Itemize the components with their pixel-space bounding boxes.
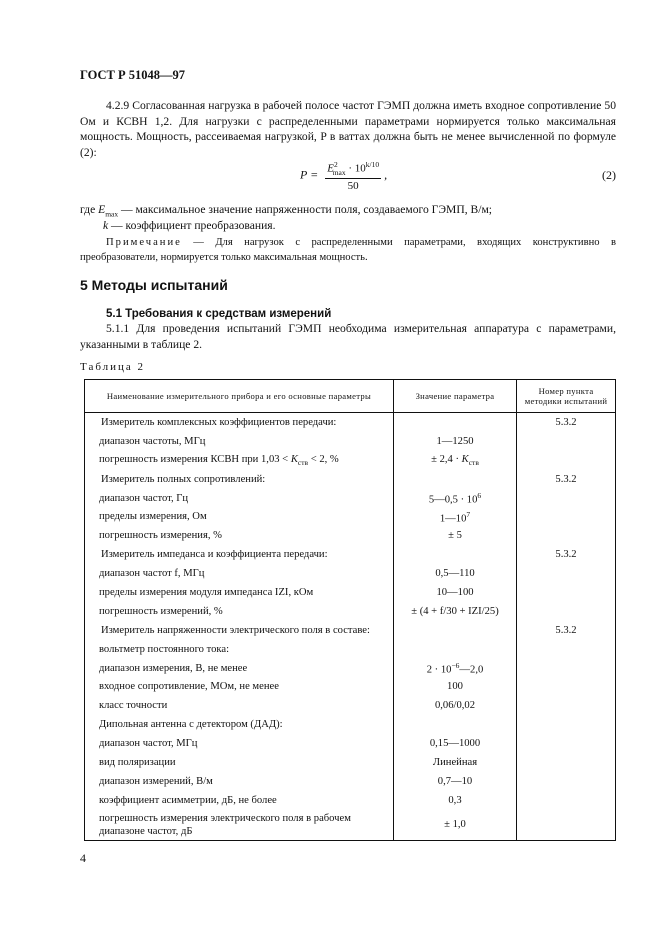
cell-value: 0,3: [394, 791, 517, 810]
cell-name: пределы измерения, Ом: [85, 507, 394, 526]
where-var-e: E: [98, 203, 106, 216]
table-row: [85, 526, 616, 545]
table-row: [85, 602, 616, 621]
cell-ref: [517, 696, 616, 715]
table-row: [85, 734, 616, 753]
cell-ref: 5.3.2: [517, 413, 616, 432]
cell-value: 0,15—1000: [394, 734, 517, 753]
table-row: [85, 507, 616, 526]
formula-denominator: 50: [347, 179, 359, 192]
cell-ref: [517, 489, 616, 508]
cell-name: диапазон измерений, В/м: [85, 772, 394, 791]
cell-name: коэффициент асимметрии, дБ, не более: [85, 791, 394, 810]
header-instrument: Наименование измерительного прибора и его основные параметры: [85, 380, 394, 413]
cell-ref: [517, 432, 616, 451]
header-method-ref: Номер пункта методики испытаний: [517, 380, 616, 413]
cell-value: ± 5: [394, 526, 517, 545]
cell-value: [394, 640, 517, 659]
cell-ref: [517, 734, 616, 753]
cell-name: Измеритель полных сопротивлений:: [85, 470, 394, 489]
page-number: 4: [80, 851, 86, 865]
where-sub-max: max: [105, 209, 119, 219]
cell-ref: [517, 753, 616, 772]
cell-ref: [517, 659, 616, 678]
cell-value: 10—100: [394, 583, 517, 602]
cell-ref: [517, 583, 616, 602]
formula-ten: · 10: [345, 162, 366, 175]
cell-ref: 5.3.2: [517, 545, 616, 564]
formula-var-e: E: [327, 162, 334, 175]
equation-number: (2): [602, 168, 616, 182]
table-row: [85, 677, 616, 696]
cell-value: ± 1,0: [394, 810, 517, 841]
cell-name: Измеритель комплексных коэффициентов передачи:: [85, 413, 394, 432]
table-row: [85, 470, 616, 489]
formula-numerator: [325, 160, 381, 179]
table-row: [85, 545, 616, 564]
cell-ref: [517, 640, 616, 659]
cell-name: диапазон частот f, МГц: [85, 564, 394, 583]
cell-name: погрешность измерения, %: [85, 526, 394, 545]
table-2: [84, 379, 616, 841]
cell-value: ± $2,4 \cdot K_{ств}$: [394, 451, 517, 470]
table-row: [85, 791, 616, 810]
cell-ref: [517, 602, 616, 621]
where-text-2: — коэффициент преобразования.: [108, 219, 276, 232]
cell-value: $1—10^7$: [394, 507, 517, 526]
subsection-title: 5.1 Требования к средствам измерений: [106, 308, 332, 320]
cell-ref: [517, 507, 616, 526]
formula-2: [300, 160, 387, 192]
table-row: [85, 772, 616, 791]
cell-name: диапазон частоты, МГц: [85, 432, 394, 451]
cell-value: [394, 621, 517, 640]
table-row: [85, 715, 616, 734]
where-var-k: k: [103, 219, 109, 232]
cell-name: класс точности: [85, 696, 394, 715]
table-row: [85, 564, 616, 583]
where-prefix: где: [80, 203, 99, 216]
note-label: Примечание: [106, 237, 182, 248]
note-text: — Для нагрузок с распределенными параметрами, входящих конструктивно в преобразователи, нормируется только максимальная мощность.: [80, 237, 616, 263]
cell-name: диапазон измерения, В, не менее: [85, 659, 394, 678]
cell-name: входное сопротивление, МОм, не менее: [85, 677, 394, 696]
cell-name: вольтметр постоянного тока:: [85, 640, 394, 659]
table-row: [85, 489, 616, 508]
formula-tail: ,: [384, 167, 388, 182]
table-row: [85, 451, 616, 470]
cell-ref: [517, 772, 616, 791]
paragraph-5-1-1: 5.1.1 Для проведения испытаний ГЭМП необходима измерительная аппаратура с параметрами, указанными в таблице 2.: [80, 322, 616, 351]
cell-ref: [517, 451, 616, 470]
document-header: ГОСТ Р 51048—97: [80, 68, 186, 82]
cell-name: погрешность измерения электрического поля в рабочем диапазоне частот, дБ: [85, 810, 394, 841]
cell-value: [394, 470, 517, 489]
table-row: [85, 659, 616, 678]
formula-fraction: [325, 160, 381, 192]
note: [80, 235, 616, 265]
cell-ref: [517, 526, 616, 545]
cell-value: $2 \cdot 10^{-6}—2,0$: [394, 659, 517, 678]
cell-ref: [517, 810, 616, 841]
cell-ref: [517, 677, 616, 696]
table-row: [85, 413, 616, 432]
table-caption: Таблица 2: [80, 361, 146, 373]
header-value: Значение параметра: [394, 380, 517, 413]
cell-name: Измеритель импеданса и коэффициента передачи:: [85, 545, 394, 564]
cell-value: [394, 413, 517, 432]
table-row: [85, 432, 616, 451]
cell-value: [394, 715, 517, 734]
where-line-2: [103, 218, 603, 234]
cell-name: погрешность измерения КСВН при $1,03 < K_{ств} < 2$, %: [85, 451, 394, 470]
cell-value: 1—1250: [394, 432, 517, 451]
cell-ref: 5.3.2: [517, 621, 616, 640]
cell-value: 0,5—110: [394, 564, 517, 583]
cell-ref: [517, 564, 616, 583]
table-row: [85, 583, 616, 602]
cell-value: 100: [394, 677, 517, 696]
cell-value: 0,7—10: [394, 772, 517, 791]
table-header-row: [85, 380, 616, 413]
cell-ref: 5.3.2: [517, 470, 616, 489]
cell-name: диапазон частот, Гц: [85, 489, 394, 508]
paragraph-4-2-9: 4.2.9 Согласованная нагрузка в рабочей полосе частот ГЭМП должна иметь входное сопротивление 50 Ом и КСВН 1,2. Для нагрузки с распределенными параметрами нормируется только максимальная мощность. Мощность, рассеиваемая нагрузкой, P в ваттах должна быть не менее вычисленной по формуле (2):: [80, 99, 616, 159]
section-title: 5 Методы испытаний: [80, 277, 228, 293]
formula-lhs: P =: [300, 167, 319, 182]
formula-e-sup: 2: [333, 160, 338, 169]
cell-value: 5—0,5 · $10^6$: [394, 489, 517, 508]
cell-name: Дипольная антенна с детектором (ДАД):: [85, 715, 394, 734]
table-row: [85, 810, 616, 841]
cell-name: диапазон частот, МГц: [85, 734, 394, 753]
table-row: [85, 696, 616, 715]
formula-exponent: k/10: [365, 160, 380, 169]
formula-e-sub: max: [332, 167, 346, 177]
table-row: [85, 753, 616, 772]
cell-value: 0,06/0,02: [394, 696, 517, 715]
table-row: [85, 640, 616, 659]
where-text-1: — максимальное значение напряженности поля, создаваемого ГЭМП, В/м;: [118, 203, 493, 216]
cell-ref: [517, 715, 616, 734]
cell-value: [394, 545, 517, 564]
cell-name: вид поляризации: [85, 753, 394, 772]
cell-name: Измеритель напряженности электрического поля в составе:: [85, 621, 394, 640]
cell-value: Линейная: [394, 753, 517, 772]
cell-value: ± (4 + f/30 + IZI/25): [394, 602, 517, 621]
cell-name: пределы измерения модуля импеданса IZI, кОм: [85, 583, 394, 602]
cell-ref: [517, 791, 616, 810]
table-row: [85, 621, 616, 640]
cell-name: погрешность измерений, %: [85, 602, 394, 621]
